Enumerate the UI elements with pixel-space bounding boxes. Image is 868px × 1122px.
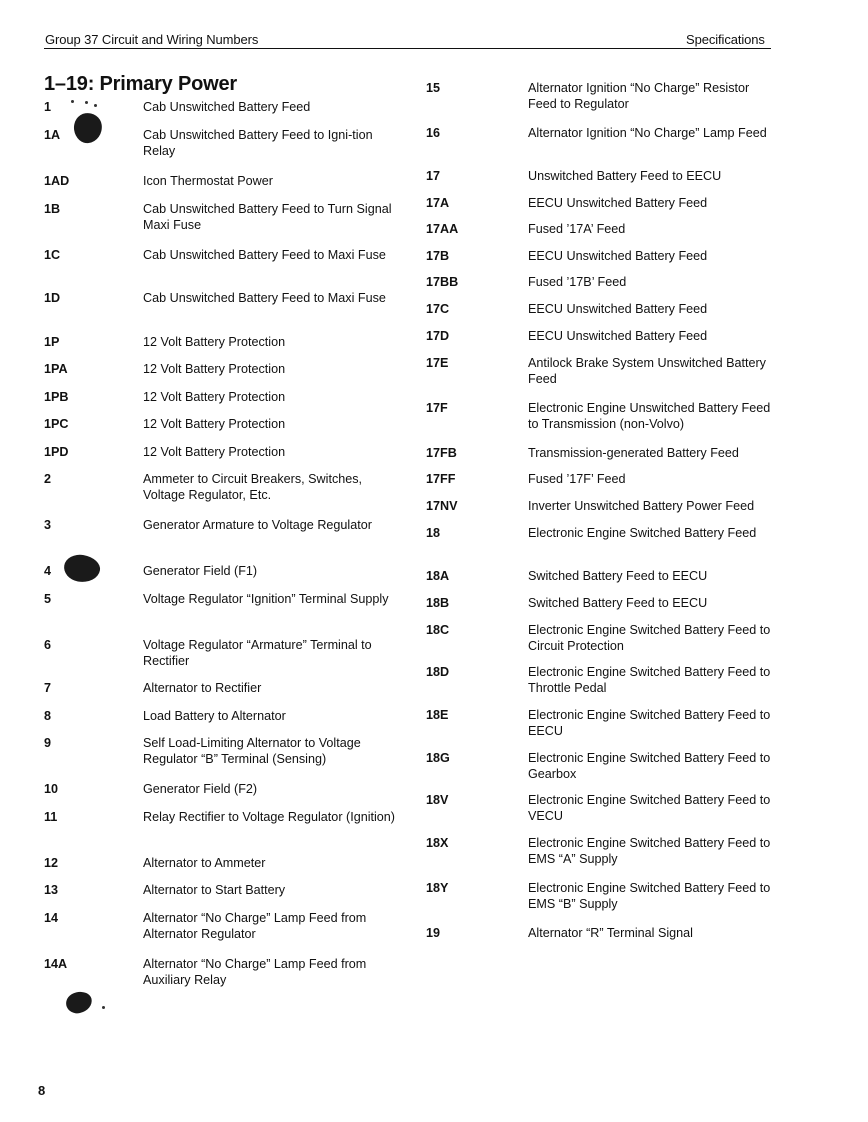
circuit-code: 12 [44,856,59,870]
circuit-code: 17BB [426,275,459,289]
circuit-description: Cab Unswitched Battery Feed [143,100,311,114]
circuit-code: 9 [44,736,52,750]
circuit-code: 5 [44,592,52,606]
circuit-description: Alternator to Start Battery [143,883,286,897]
circuit-description: 12 Volt Battery Protection [143,362,286,376]
header-rule [44,48,771,49]
circuit-description: Alternator to Rectifier [143,681,262,695]
circuit-code: 18G [426,751,450,765]
circuit-code: 1B [44,202,61,216]
circuit-code: 18C [426,623,450,637]
circuit-code: 11 [44,810,58,824]
circuit-code: 13 [44,883,59,897]
circuit-description: Alternator Ignition “No Charge” Resistor Feed to Regulator [528,81,750,111]
circuit-description: 12 Volt Battery Protection [143,445,286,459]
circuit-description: Fused ’17F’ Feed [528,472,626,486]
hole-punch-mark [64,990,94,1016]
ink-speck [85,101,88,104]
circuit-code: 18V [426,793,449,807]
circuit-description: 12 Volt Battery Protection [143,417,286,431]
circuit-description: Switched Battery Feed to EECU [528,596,708,610]
circuit-description: Generator Field (F1) [143,564,258,578]
circuit-description: Cab Unswitched Battery Feed to Turn Signal Maxi Fuse [143,202,392,232]
circuit-description: Transmission-generated Battery Feed [528,446,739,460]
circuit-description: EECU Unswitched Battery Feed [528,196,708,210]
circuit-description: Alternator “No Charge” Lamp Feed from Alternator Regulator [143,911,367,941]
hole-punch-mark [72,111,104,145]
circuit-description: Antilock Brake System Unswitched Battery Feed [528,356,766,386]
circuit-code: 17 [426,169,441,183]
circuit-code: 14A [44,957,68,971]
circuit-code: 18 [426,526,441,540]
circuit-code: 14 [44,911,59,925]
circuit-code: 17B [426,249,450,263]
circuit-description: Ammeter to Circuit Breakers, Switches, Voltage Regulator, Etc. [143,472,363,502]
circuit-code: 17AA [426,222,459,236]
circuit-code: 18A [426,569,450,583]
circuit-description: Inverter Unswitched Battery Power Feed [528,499,755,513]
circuit-code: 17A [426,196,450,210]
circuit-code: 17FB [426,446,457,460]
circuit-description: Cab Unswitched Battery Feed to Maxi Fuse [143,291,386,305]
section-title: 1–19: Primary Power [44,73,237,95]
circuit-description: Icon Thermostat Power [143,174,273,188]
circuit-description: Voltage Regulator “Armature” Terminal to Rectifier [143,638,372,668]
circuit-description: Electronic Engine Switched Battery Feed to EECU [528,708,771,738]
circuit-description: Cab Unswitched Battery Feed to Igni-tion Relay [143,128,373,158]
circuit-code: 17D [426,329,450,343]
circuit-code: 10 [44,782,59,796]
circuit-code: 7 [44,681,52,695]
circuit-code: 1PA [44,362,68,376]
circuit-description: Generator Field (F2) [143,782,258,796]
circuit-code: 16 [426,126,441,140]
circuit-description: Electronic Engine Switched Battery Feed to Circuit Protection [528,623,771,653]
circuit-description: Alternator Ignition “No Charge” Lamp Feed [528,126,767,140]
circuit-code: 6 [44,638,52,652]
circuit-code: 1D [44,291,61,305]
circuit-code: 1PC [44,417,69,431]
circuit-description: Relay Rectifier to Voltage Regulator (Ignition) [143,810,396,824]
circuit-description: 12 Volt Battery Protection [143,335,286,349]
circuit-description: Electronic Engine Switched Battery Feed to Gearbox [528,751,771,781]
circuit-description: Alternator “No Charge” Lamp Feed from Auxiliary Relay [143,957,367,987]
circuit-description: EECU Unswitched Battery Feed [528,329,708,343]
circuit-description: Fused ’17B’ Feed [528,275,627,289]
circuit-code: 17C [426,302,450,316]
running-header-title: Group 37 Circuit and Wiring Numbers [45,32,259,47]
circuit-code: 1PB [44,390,69,404]
circuit-code: 8 [44,709,52,723]
circuit-code: 1C [44,248,61,262]
circuit-description: Electronic Engine Switched Battery Feed to VECU [528,793,771,823]
circuit-description: Electronic Engine Unswitched Battery Feed to Transmission (non-Volvo) [528,401,771,431]
circuit-description: Electronic Engine Switched Battery Feed [528,526,757,540]
ink-speck [94,104,97,107]
ink-speck [71,100,74,103]
circuit-code: 17FF [426,472,456,486]
circuit-description: Fused ’17A’ Feed [528,222,626,236]
circuit-code: 18E [426,708,449,722]
circuit-description: EECU Unswitched Battery Feed [528,302,708,316]
circuit-code: 4 [44,564,52,578]
circuit-code: 17F [426,401,448,415]
circuit-code: 18D [426,665,450,679]
circuit-code: 1P [44,335,60,349]
running-header-section: Specifications [686,32,765,47]
circuit-code: 1 [44,100,52,114]
circuit-description: Alternator to Ammeter [143,856,266,870]
circuit-description: Alternator “R” Terminal Signal [528,926,693,940]
circuit-description: Unswitched Battery Feed to EECU [528,169,722,183]
circuit-description: EECU Unswitched Battery Feed [528,249,708,263]
circuit-code: 2 [44,472,52,486]
circuit-description: Switched Battery Feed to EECU [528,569,708,583]
circuit-code: 18B [426,596,450,610]
circuit-code: 18Y [426,881,449,895]
circuit-code: 19 [426,926,441,940]
circuit-code: 1AD [44,174,70,188]
circuit-code: 18X [426,836,449,850]
circuit-code: 15 [426,81,441,95]
circuit-code: 17NV [426,499,458,513]
circuit-description: Cab Unswitched Battery Feed to Maxi Fuse [143,248,386,262]
circuit-code: 1A [44,128,61,142]
circuit-description: Electronic Engine Switched Battery Feed to EMS “A” Supply [528,836,771,866]
circuit-description: 12 Volt Battery Protection [143,390,286,404]
circuit-description: Electronic Engine Switched Battery Feed to Throttle Pedal [528,665,771,695]
circuit-description: Self Load-Limiting Alternator to Voltage Regulator “B” Terminal (Sensing) [143,736,361,766]
circuit-description: Electronic Engine Switched Battery Feed to EMS “B” Supply [528,881,771,911]
ink-speck [102,1006,105,1009]
circuit-description: Load Battery to Alternator [143,709,286,723]
circuit-code: 3 [44,518,52,532]
circuit-description: Generator Armature to Voltage Regulator [143,518,372,532]
circuit-code: 17E [426,356,449,370]
page-number: 8 [38,1083,46,1098]
hole-punch-mark [62,552,102,585]
circuit-description: Voltage Regulator “Ignition” Terminal Supply [143,592,389,606]
circuit-code: 1PD [44,445,69,459]
